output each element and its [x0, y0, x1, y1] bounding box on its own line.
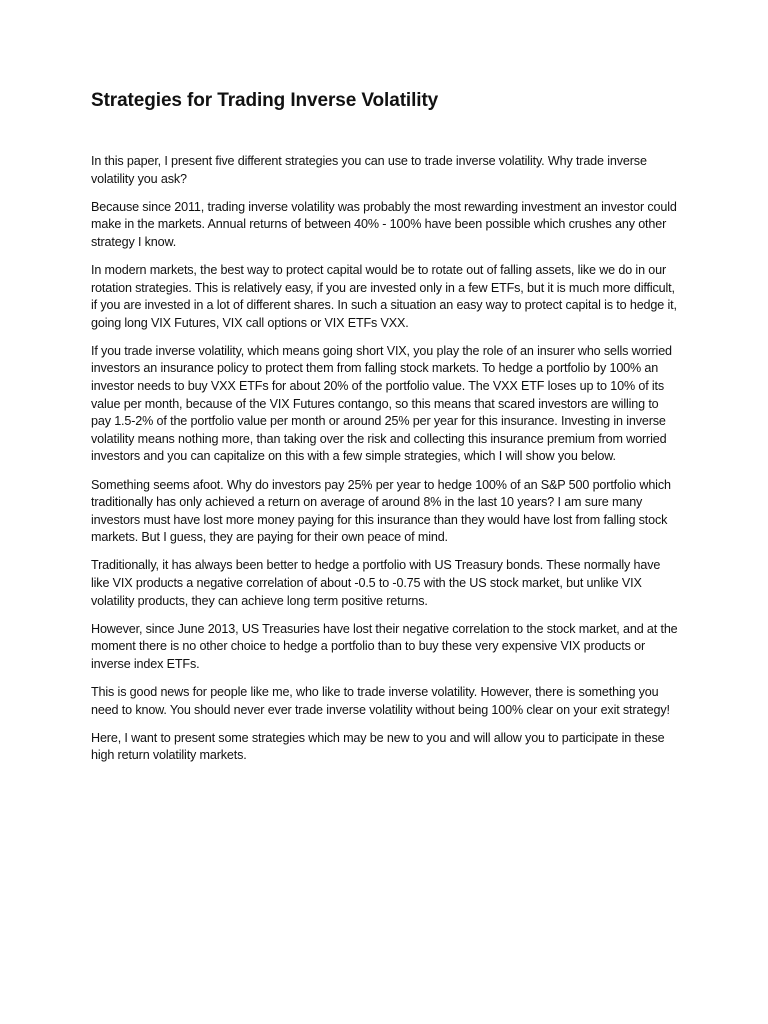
document-body [91, 89, 681, 775]
paragraph-treasury-bonds: Traditionally, it has always been better to hedge a portfolio with US Treasury bonds. These normally have like VIX products a negative correlation of about -0.5 to -0.75 with the US stock market, but unlike VIX volatility products, they can achieve long term positive returns. [91, 558, 661, 608]
paragraph-present-strategies: Here, I want to present some strategies which may be new to you and will allow you to participate in these high return volatility markets. [91, 730, 665, 763]
paragraph-afoot: Something seems afoot. Why do investors pay 25% per year to hedge 100% of an S&P 500 portfolio which traditionally has only achieved a return on average of around 8% in the last 10 years? I am sure many investors must have lost more money paying for this insurance than they would have lost from falling stock markets. But I guess, they are paying for their own peace of mind. [91, 477, 671, 545]
paragraph-intro: In this paper, I present five different strategies you can use to trade inverse volatility. Why trade inverse volatility you ask? [91, 154, 647, 186]
paragraph-good-news: This is good news for people like me, who like to trade inverse volatility. However, there is something you need to know. You should never ever trade inverse volatility without being 100% clear on your exit strategy! [91, 684, 670, 717]
paragraph-since-2011: Because since 2011, trading inverse volatility was probably the most rewarding investment an investor could make in the markets. Annual returns of between 40% - 100% have been possible which crushes any other strategy I know. [91, 199, 677, 249]
paragraph-june-2013: However, since June 2013, US Treasuries have lost their negative correlation to the stock market, and at the moment there is no other choice to hedge a portfolio than to buy these very expensive VIX products or inverse index ETFs. [91, 621, 678, 671]
document-title: Strategies for Trading Inverse Volatility [91, 90, 439, 111]
paragraph-short-vix: If you trade inverse volatility, which means going short VIX, you play the role of an insurer who sells worried investors an insurance policy to protect them from falling stock markets. To hedge a portfolio by 100% an investor needs to buy VXX ETFs for about 20% of the portfolio value. The VXX ETF loses up to 10% of its value per month, because of the VIX Futures contango, so this means that scared investors are willing to pay 1.5-2% of the portfolio value per month or around 25% per year for this insurance. Investing in inverse volatility means nothing more, than taking over the risk and collecting this insurance premium from worried investors and you can capitalize on this with a few simple strategies, which I will show you below. [91, 343, 672, 464]
paragraph-modern-markets: In modern markets, the best way to protect capital would be to rotate out of falling assets, like we do in our rotation strategies. This is relatively easy, if you are invested only in a few ETFs, but it is much more difficult, if you are invested in a lot of different shares. In such a situation an easy way to protect capital is to hedge it, going long VIX Futures, VIX call options or VIX ETFs VXX. [91, 262, 677, 330]
